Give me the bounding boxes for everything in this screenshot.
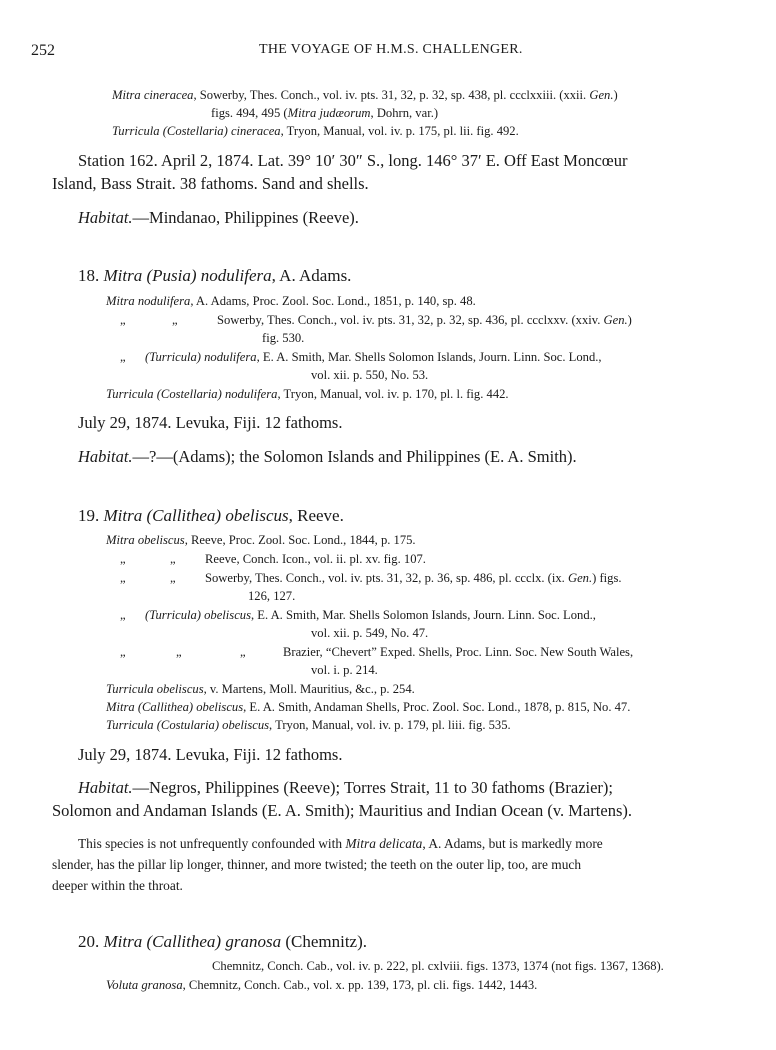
ditto-mark: „ xyxy=(120,350,126,364)
synonym-line: vol. xii. p. 549, No. 47. xyxy=(311,626,429,640)
ditto-mark: „ xyxy=(120,608,126,622)
synonym-line: vol. xii. p. 550, No. 53. xyxy=(311,368,429,382)
remark-paragraph: deeper within the throat. xyxy=(52,878,183,893)
synonym-line: Turricula (Costellaria) nodulifera, Tryon, Manual, vol. iv. p. 170, pl. l. fig. 442. xyxy=(106,387,509,401)
synonym-line: Reeve, Conch. Icon., vol. ii. pl. xv. fig. 107. xyxy=(205,552,426,566)
remark-paragraph: slender, has the pillar lip longer, thinner, and more twisted; the teeth on the outer lip, too, are much xyxy=(52,857,582,872)
habitat-line: Solomon and Andaman Islands (E. A. Smith); Mauritius and Indian Ocean (v. Martens). xyxy=(52,801,632,820)
ditto-mark: „ xyxy=(120,571,126,585)
synonym-line: Sowerby, Thes. Conch., vol. iv. pts. 31, 32, p. 36, sp. 486, pl. ccclx. (ix. Gen.) figs. xyxy=(205,571,622,585)
page-number: 252 xyxy=(31,42,55,59)
synonym-line: Brazier, “Chevert” Exped. Shells, Proc. Linn. Soc. New South Wales, xyxy=(283,645,634,659)
ditto-mark: „ xyxy=(170,571,176,585)
ditto-mark: „ xyxy=(120,645,126,659)
ditto-mark: „ xyxy=(120,552,126,566)
species-heading: 19. Mitra (Callithea) obeliscus, Reeve. xyxy=(78,506,344,525)
synonym-line: Mitra nodulifera, A. Adams, Proc. Zool. Soc. Lond., 1851, p. 140, sp. 48. xyxy=(106,294,476,308)
synonym-line: Mitra (Callithea) obeliscus, E. A. Smith, Andaman Shells, Proc. Zool. Soc. Lond., 1878, p. 815, No. 47. xyxy=(106,700,631,714)
synonym-line: Mitra obeliscus, Reeve, Proc. Zool. Soc. Lond., 1844, p. 175. xyxy=(106,533,416,547)
habitat-line: Habitat.—Negros, Philippines (Reeve); Torres Strait, 11 to 30 fathoms (Brazier); xyxy=(78,778,613,797)
species-heading: 20. Mitra (Callithea) granosa (Chemnitz). xyxy=(78,932,367,951)
synonym-line: Sowerby, Thes. Conch., vol. iv. pts. 31, 32, p. 32, sp. 436, pl. ccclxxv. (xxiv. Gen.) xyxy=(217,313,632,327)
station-record: Island, Bass Strait. 38 fathoms. Sand and shells. xyxy=(52,174,369,193)
synonym-line: (Turricula) obeliscus, E. A. Smith, Mar. Shells Solomon Islands, Journ. Linn. Soc. Lond., xyxy=(145,608,596,622)
ditto-mark: „ xyxy=(172,313,178,327)
synonym-line: Turricula obeliscus, v. Martens, Moll. Mauritius, &c., p. 254. xyxy=(106,682,415,696)
species-heading: 18. Mitra (Pusia) nodulifera, A. Adams. xyxy=(78,266,352,285)
ditto-mark: „ xyxy=(240,645,246,659)
synonym-line: Chemnitz, Conch. Cab., vol. iv. p. 222, pl. cxlviii. figs. 1373, 1374 (not figs. 1367, 1368). xyxy=(212,959,664,973)
ditto-mark: „ xyxy=(170,552,176,566)
synonym-line: figs. 494, 495 (Mitra judæorum, Dohrn, var.) xyxy=(211,106,439,120)
synonym-line: 126, 127. xyxy=(248,589,296,603)
synonym-line: (Turricula) nodulifera, E. A. Smith, Mar. Shells Solomon Islands, Journ. Linn. Soc. Lond., xyxy=(145,350,602,364)
ditto-mark: „ xyxy=(120,313,126,327)
station-record: July 29, 1874. Levuka, Fiji. 12 fathoms. xyxy=(78,745,343,764)
synonym-line: Turricula (Costellaria) cineracea, Tryon, Manual, vol. iv. p. 175, pl. lii. fig. 492. xyxy=(112,124,519,138)
synonym-line: vol. i. p. 214. xyxy=(311,663,378,677)
habitat-line: Habitat.—Mindanao, Philippines (Reeve). xyxy=(78,208,359,227)
station-record: Station 162. April 2, 1874. Lat. 39° 10′ 30″ S., long. 146° 37′ E. Off East Moncœur xyxy=(78,151,628,170)
synonym-line: Turricula (Costularia) obeliscus, Tryon, Manual, vol. iv. p. 179, pl. liii. fig. 535. xyxy=(106,718,511,732)
synonym-line: Voluta granosa, Chemnitz, Conch. Cab., vol. x. pp. 139, 173, pl. cli. figs. 1442, 1443. xyxy=(106,978,538,992)
synonym-line: fig. 530. xyxy=(262,331,305,345)
station-record: July 29, 1874. Levuka, Fiji. 12 fathoms. xyxy=(78,413,343,432)
ditto-mark: „ xyxy=(176,645,182,659)
synonym-line: Mitra cineracea, Sowerby, Thes. Conch., vol. iv. pts. 31, 32, p. 32, sp. 438, pl. ccclxxiii. (xxii. Gen.) xyxy=(112,88,618,102)
habitat-line: Habitat.—?—(Adams); the Solomon Islands and Philippines (E. A. Smith). xyxy=(78,447,577,466)
remark-paragraph: This species is not unfrequently confounded with Mitra delicata, A. Adams, but is markedly more xyxy=(78,836,603,851)
running-title: THE VOYAGE OF H.M.S. CHALLENGER. xyxy=(259,42,523,57)
